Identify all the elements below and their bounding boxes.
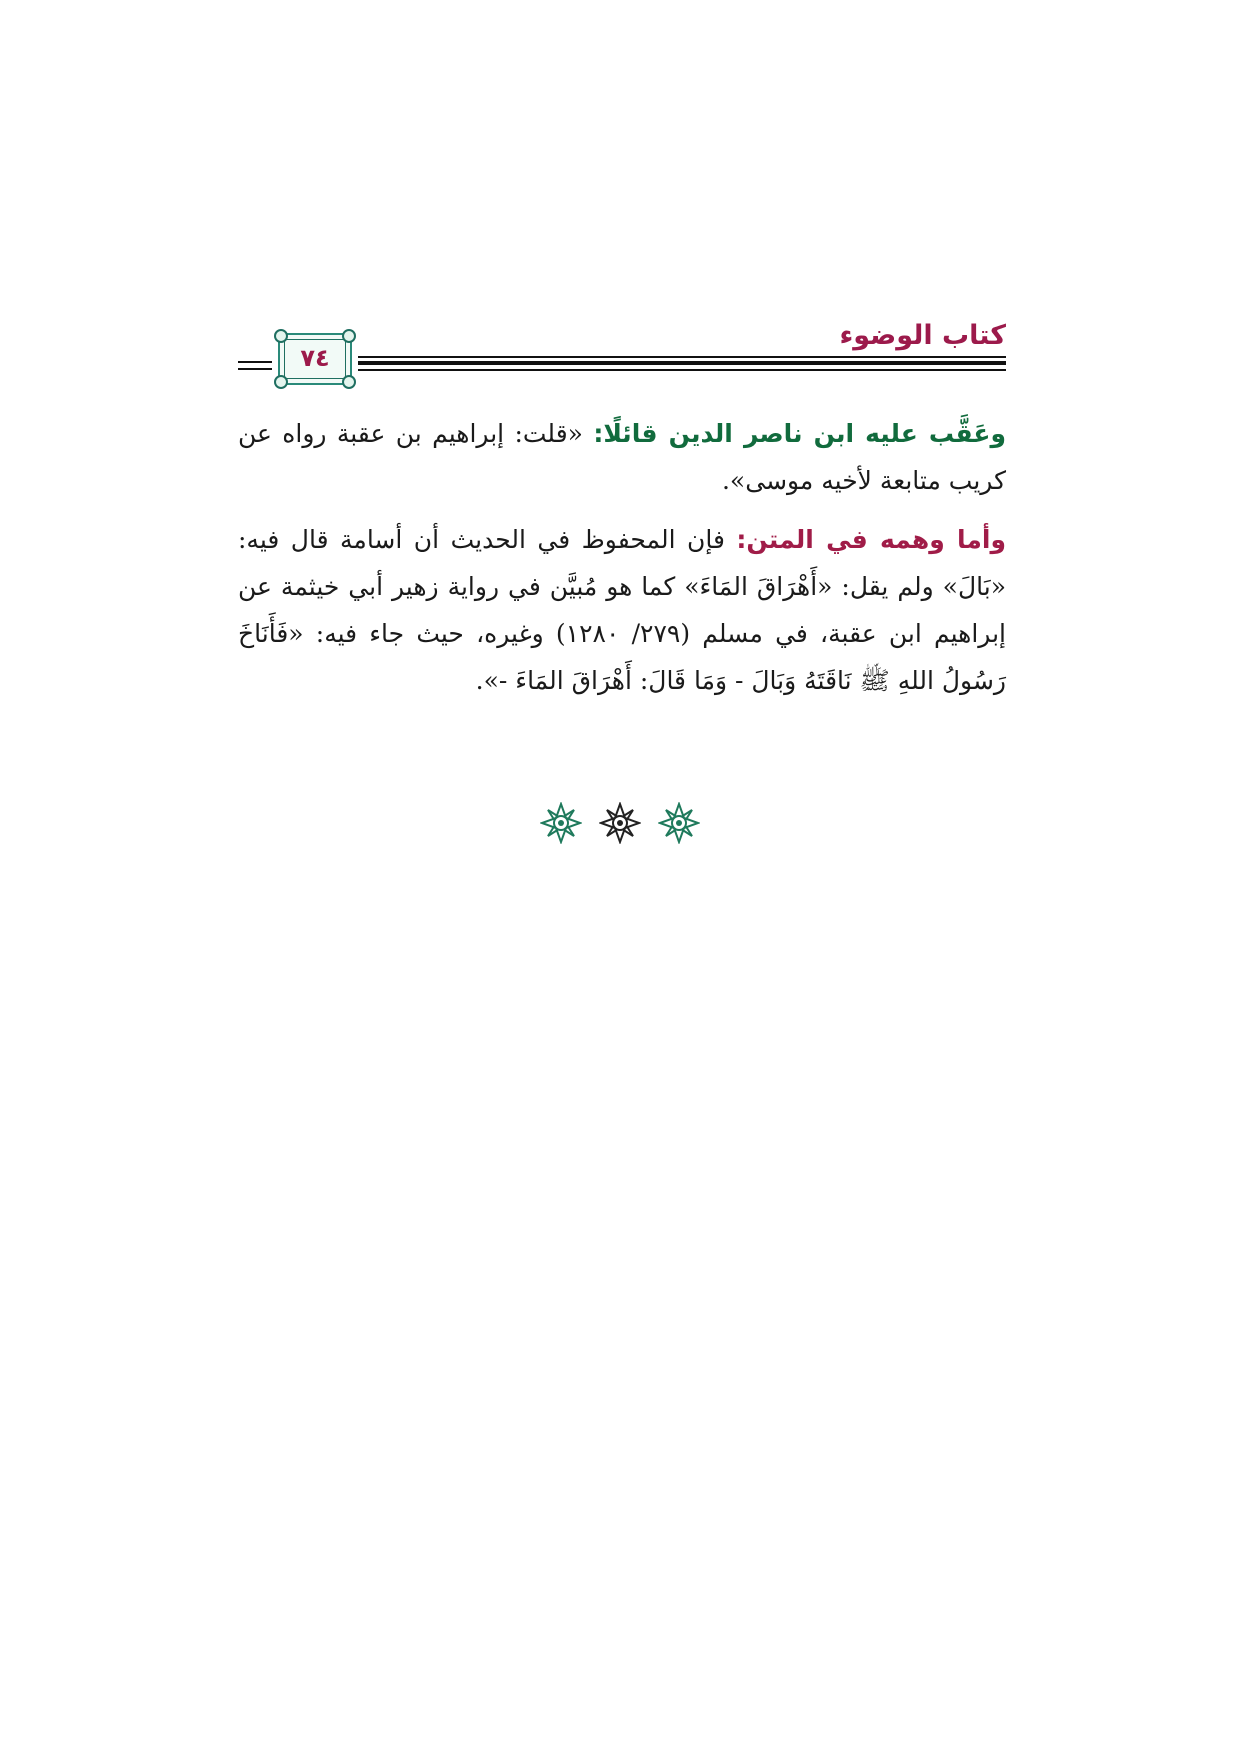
paragraph-text: «قلت: إبراهيم بن عقبة رواه عن كريب متابعة لأخيه موسى». xyxy=(238,419,1006,495)
header-rule-left xyxy=(238,361,272,374)
frame-corner-icon xyxy=(342,329,356,343)
frame-corner-icon xyxy=(274,375,288,389)
floral-star-ornament-icon xyxy=(599,802,641,844)
paragraph-1 xyxy=(238,410,1006,504)
paragraph-lead: وعَقَّب عليه ابن ناصر الدين قائلًا: xyxy=(593,419,1006,448)
book-title: كتاب الوضوء xyxy=(839,320,1006,351)
page-body xyxy=(238,410,1006,716)
section-end-ornaments xyxy=(0,802,1240,852)
floral-star-ornament-icon xyxy=(540,802,582,844)
paragraph-lead: وأما وهمه في المتن: xyxy=(736,525,1006,554)
page-header xyxy=(238,318,1006,388)
frame-corner-icon xyxy=(342,375,356,389)
header-rule-main xyxy=(358,356,1006,380)
paragraph-text: فإن المحفوظ في الحديث أن أسامة قال فيه: «بَالَ» ولم يقل: «أَهْرَاقَ المَاءَ» كما هو مُبيَّن في رواية زهير أبي خيثمة عن إبراهيم ابن عقبة، في مسلم (٢٧٩/ ١٢٨٠) وغيره، حيث جاء فيه: «فَأَنَاخَ رَسُولُ اللهِ ﷺ نَاقَتَهُ وَبَالَ - وَمَا قَالَ: أَهْرَاقَ المَاءَ -». xyxy=(238,525,1006,695)
page-number-frame xyxy=(278,333,352,385)
paragraph-2 xyxy=(238,516,1006,704)
page-number: ٧٤ xyxy=(300,344,330,372)
frame-corner-icon xyxy=(274,329,288,343)
floral-star-ornament-icon xyxy=(658,802,700,844)
